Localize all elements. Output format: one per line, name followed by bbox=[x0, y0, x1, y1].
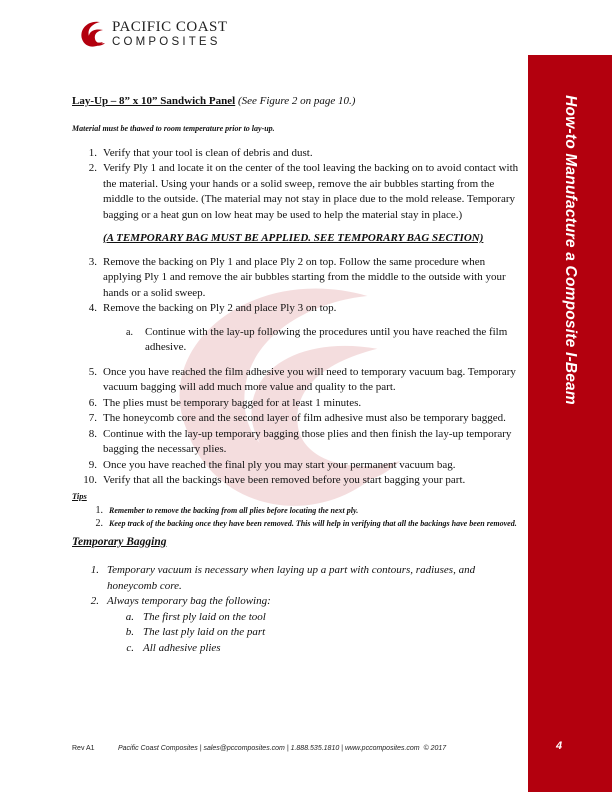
revision-label: Rev A1 bbox=[72, 745, 95, 752]
logo-line-1: PACIFIC COAST bbox=[112, 18, 228, 35]
thaw-note: Material must be thawed to room temperature prior to lay-up. bbox=[72, 123, 275, 133]
sub-item: c. All adhesive plies bbox=[126, 641, 221, 654]
logo-wave-icon bbox=[78, 17, 106, 51]
layup-steps-b bbox=[72, 255, 520, 317]
list-item: 6. The plies must be temporary bagged for at least 1 minutes. bbox=[88, 396, 362, 409]
document-body bbox=[72, 94, 520, 656]
page-number: 4 bbox=[555, 740, 563, 752]
list-item: 1. Temporary vacuum is necessary when laying up a part with contours, radiuses, and honeycomb core. bbox=[90, 564, 476, 592]
tip-item: 1. Remember to remove the backing from all plies before locating the next ply. bbox=[95, 504, 359, 516]
layup-steps-a bbox=[72, 146, 520, 224]
list-item: 1. Verify that your tool is clean of debris and dust. bbox=[88, 146, 313, 159]
list-item: 2. Verify Ply 1 and locate it on the center of the tool leaving the backing on to avoid contact with the material. Using your hands or a solid sweep, remove the air bubbles starting from the middle to the outside. (The material may not stay in place due to the mold release. Temporary bagging or a heat gun on low heat may be used to help the material stay in place.) bbox=[88, 162, 519, 221]
list-item: 8. Continue with the lay-up temporary bagging those plies and then finish the lay-up temporary bagging the necessary plies. bbox=[88, 427, 512, 455]
sidebar-title: How-to Manufacture a Composite I-Beam bbox=[562, 95, 579, 405]
list-item: 5. Once you have reached the film adhesive you will need to temporary vacuum bag. Temporary vacuum bagging will add much more value and quality to the part. bbox=[88, 365, 516, 393]
list-item: 10. Verify that all the backings have been removed before you start bagging your part. bbox=[83, 474, 466, 486]
footer-contact-info: Pacific Coast Composites | sales@pccomposites.com | 1.888.535.1810 | www.pccomposites.com © 2017 bbox=[118, 745, 447, 752]
tips-label: Tips bbox=[72, 490, 87, 501]
sub-item: a. The first ply laid on the tool bbox=[125, 610, 266, 623]
layup-steps-c bbox=[72, 365, 520, 489]
logo-line-2: COMPOSITES bbox=[112, 35, 221, 48]
temporary-bag-notice: (A TEMPORARY BAG MUST BE APPLIED. SEE TEMPORARY BAG SECTION) bbox=[103, 232, 484, 244]
list-item: 4. Remove the backing on Ply 2 and place Ply 3 on top. bbox=[88, 302, 337, 314]
sub-item: b. The last ply laid on the part bbox=[125, 626, 266, 638]
temporary-bagging-title: Temporary Bagging bbox=[72, 535, 167, 548]
tip-item: 2. Keep track of the backing once they have been removed. This will help in verifying that all the backings have been removed. bbox=[95, 517, 517, 529]
sub-step: a. Continue with the lay-up following the procedures until you have reached the film adhesive. bbox=[126, 325, 508, 353]
list-item: 2. Always temporary bag the following: bbox=[90, 595, 271, 607]
list-item: 7. The honeycomb core and the second layer of film adhesive must also be temporary bagged. bbox=[88, 412, 506, 424]
list-item: 3. Remove the backing on Ply 1 and place Ply 2 on top. Follow the same procedure when applying Ply 1 and remove the air bubbles starting from the middle to the outside with your hands or a solid sweep. bbox=[88, 255, 506, 299]
page-footer bbox=[72, 745, 512, 752]
list-item: 9. Once you have reached the final ply you may start your permanent vacuum bag. bbox=[88, 458, 456, 471]
layup-heading bbox=[72, 94, 520, 110]
sidebar-banner bbox=[528, 55, 612, 792]
layup-title: Lay-Up – 8” x 10” Sandwich Panel bbox=[72, 95, 236, 107]
company-logo bbox=[78, 16, 228, 52]
figure-reference: (See Figure 2 on page 10.) bbox=[237, 95, 356, 107]
